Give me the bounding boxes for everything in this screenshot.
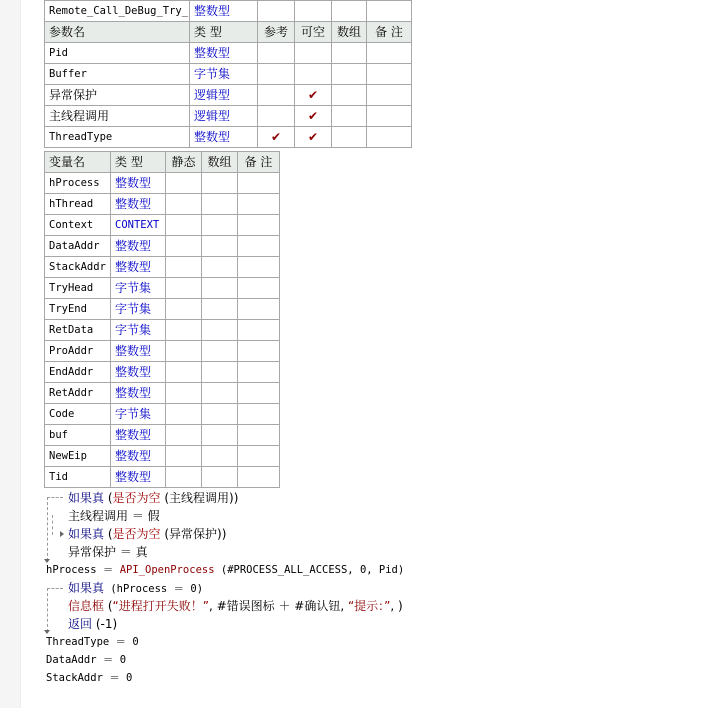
var-array[interactable]	[202, 257, 238, 278]
block-guide	[47, 497, 48, 561]
param-ref[interactable]	[258, 43, 295, 64]
header-nullable: 可空	[295, 22, 332, 43]
function-name: 是否为空	[112, 527, 161, 541]
sub-cell[interactable]	[295, 1, 332, 22]
param-array[interactable]	[332, 85, 367, 106]
var-static[interactable]	[166, 425, 202, 446]
var-static[interactable]	[166, 278, 202, 299]
header-var-name: 变量名	[45, 152, 111, 173]
param-note[interactable]	[367, 127, 412, 148]
var-array[interactable]	[202, 362, 238, 383]
param-ref[interactable]	[258, 85, 295, 106]
var-type[interactable]: 字节集	[111, 404, 166, 425]
var-name[interactable]: TryHead	[45, 278, 111, 299]
var-note[interactable]	[238, 257, 280, 278]
param-row	[45, 106, 412, 127]
param-row	[45, 85, 412, 106]
string-literal: “提示：”	[347, 599, 391, 613]
code-text: (hProcess ＝ 0)	[104, 583, 204, 595]
var-array[interactable]	[202, 299, 238, 320]
var-name[interactable]: hProcess	[45, 173, 111, 194]
param-row	[45, 64, 412, 85]
var-row	[45, 194, 280, 215]
var-note[interactable]	[238, 383, 280, 404]
var-row	[45, 362, 280, 383]
param-name[interactable]: 主线程调用	[45, 106, 190, 127]
var-type[interactable]: 整数型	[111, 446, 166, 467]
var-array[interactable]	[202, 236, 238, 257]
param-nullable[interactable]	[295, 43, 332, 64]
var-array[interactable]	[202, 425, 238, 446]
var-note[interactable]	[238, 194, 280, 215]
var-name[interactable]: StackAddr	[45, 257, 111, 278]
subroutine-row	[45, 1, 412, 22]
var-note[interactable]	[238, 173, 280, 194]
code-line[interactable]	[68, 525, 226, 543]
var-static[interactable]	[166, 173, 202, 194]
code-text: (	[104, 491, 113, 505]
code-line[interactable]	[68, 489, 238, 507]
param-name[interactable]: ThreadType	[45, 127, 190, 148]
function-name: 是否为空	[112, 491, 161, 505]
param-nullable-check-icon[interactable]: ✔	[295, 85, 332, 106]
var-name[interactable]: RetData	[45, 320, 111, 341]
code-line[interactable]	[68, 615, 117, 633]
code-text: ThreadType ＝ 0	[46, 636, 139, 648]
header-var-array: 数组	[202, 152, 238, 173]
block-guide	[47, 497, 63, 498]
var-row	[45, 446, 280, 467]
param-header-row	[45, 22, 412, 43]
var-note[interactable]	[238, 467, 280, 488]
param-array[interactable]	[332, 43, 367, 64]
var-row	[45, 257, 280, 278]
code-text: (-1)	[92, 617, 118, 631]
var-type[interactable]: 字节集	[111, 278, 166, 299]
var-row	[45, 215, 280, 236]
code-text: 异常保护 ＝ 真	[68, 545, 148, 559]
var-static[interactable]	[166, 236, 202, 257]
var-static[interactable]	[166, 467, 202, 488]
var-static[interactable]	[166, 320, 202, 341]
var-static[interactable]	[166, 257, 202, 278]
var-row	[45, 341, 280, 362]
code-text: (异常保护))	[160, 527, 227, 541]
function-name: API_OpenProcess	[119, 564, 215, 576]
function-name: 信息框	[68, 599, 105, 613]
sub-cell[interactable]	[332, 1, 367, 22]
var-row	[45, 425, 280, 446]
var-array[interactable]	[202, 215, 238, 236]
param-nullable-check-icon[interactable]: ✔	[295, 106, 332, 127]
param-array[interactable]	[332, 64, 367, 85]
var-note[interactable]	[238, 215, 280, 236]
var-static[interactable]	[166, 404, 202, 425]
header-var-type: 类 型	[111, 152, 166, 173]
var-name[interactable]: hThread	[45, 194, 111, 215]
var-type[interactable]: 整数型	[111, 236, 166, 257]
code-text: , )	[390, 599, 403, 613]
var-static[interactable]	[166, 446, 202, 467]
arrow-icon	[60, 531, 64, 537]
var-note[interactable]	[238, 341, 280, 362]
param-name[interactable]: Buffer	[45, 64, 190, 85]
subroutine-name[interactable]: Remote_Call_DeBug_Try_	[45, 1, 190, 22]
code-line[interactable]	[68, 543, 148, 561]
param-type[interactable]: 整数型	[190, 43, 258, 64]
code-text: 主线程调用 ＝ 假	[68, 509, 160, 523]
var-row	[45, 299, 280, 320]
var-array[interactable]	[202, 446, 238, 467]
var-note[interactable]	[238, 236, 280, 257]
var-array[interactable]	[202, 341, 238, 362]
param-note[interactable]	[367, 43, 412, 64]
code-text: (#PROCESS_ALL_ACCESS, 0, Pid)	[214, 564, 405, 576]
param-array[interactable]	[332, 127, 367, 148]
var-array[interactable]	[202, 278, 238, 299]
var-name[interactable]: Context	[45, 215, 111, 236]
code-text: (	[104, 599, 113, 613]
var-type[interactable]: 整数型	[111, 341, 166, 362]
code-line[interactable]	[68, 507, 160, 525]
var-type[interactable]: CONTEXT	[111, 215, 166, 236]
var-row	[45, 467, 280, 488]
variable-table	[44, 151, 280, 488]
var-array[interactable]	[202, 320, 238, 341]
param-ref-check-icon[interactable]: ✔	[258, 127, 295, 148]
code-text: StackAddr ＝ 0	[46, 672, 133, 684]
var-name[interactable]: ProAddr	[45, 341, 111, 362]
var-row	[45, 173, 280, 194]
param-type[interactable]: 逻辑型	[190, 85, 258, 106]
header-static: 静态	[166, 152, 202, 173]
code-text: , #错误图标 ＋ #确认钮,	[208, 599, 348, 613]
var-name[interactable]: RetAddr	[45, 383, 111, 404]
var-array[interactable]	[202, 404, 238, 425]
var-type[interactable]: 整数型	[111, 257, 166, 278]
var-type[interactable]: 整数型	[111, 383, 166, 404]
var-array[interactable]	[202, 467, 238, 488]
string-literal: “进程打开失败！”	[112, 599, 209, 613]
param-nullable-check-icon[interactable]: ✔	[295, 127, 332, 148]
code-line[interactable]	[46, 669, 132, 687]
param-note[interactable]	[367, 106, 412, 127]
param-note[interactable]	[367, 64, 412, 85]
param-type[interactable]: 逻辑型	[190, 106, 258, 127]
var-row	[45, 278, 280, 299]
var-row	[45, 320, 280, 341]
var-note[interactable]	[238, 404, 280, 425]
code-line[interactable]	[68, 579, 203, 597]
param-type[interactable]: 整数型	[190, 127, 258, 148]
code-text: hProcess ＝	[46, 564, 120, 576]
keyword: 如果真	[68, 527, 105, 541]
param-nullable[interactable]	[295, 64, 332, 85]
var-name[interactable]: buf	[45, 425, 111, 446]
var-header-row	[45, 152, 280, 173]
header-array: 数组	[332, 22, 367, 43]
code-line[interactable]	[46, 561, 404, 579]
var-note[interactable]	[238, 362, 280, 383]
var-note[interactable]	[238, 425, 280, 446]
sub-cell[interactable]	[367, 1, 412, 22]
param-ref[interactable]	[258, 64, 295, 85]
header-ref: 参考	[258, 22, 295, 43]
var-note[interactable]	[238, 299, 280, 320]
var-note[interactable]	[238, 446, 280, 467]
var-array[interactable]	[202, 383, 238, 404]
var-name[interactable]: DataAddr	[45, 236, 111, 257]
subroutine-table	[44, 0, 412, 148]
param-row	[45, 127, 412, 148]
var-type[interactable]: 整数型	[111, 173, 166, 194]
return-type[interactable]: 整数型	[190, 1, 258, 22]
code-line[interactable]	[68, 597, 403, 615]
var-type[interactable]: 字节集	[111, 320, 166, 341]
var-note[interactable]	[238, 278, 280, 299]
var-row	[45, 404, 280, 425]
keyword: 如果真	[68, 491, 105, 505]
var-type[interactable]: 字节集	[111, 299, 166, 320]
code-text: (	[104, 527, 113, 541]
var-static[interactable]	[166, 341, 202, 362]
keyword: 如果真	[68, 581, 105, 595]
var-static[interactable]	[166, 194, 202, 215]
block-guide	[47, 588, 48, 632]
var-static[interactable]	[166, 299, 202, 320]
param-name[interactable]: Pid	[45, 43, 190, 64]
param-type[interactable]: 字节集	[190, 64, 258, 85]
code-line[interactable]	[46, 651, 126, 669]
code-text: DataAddr ＝ 0	[46, 654, 127, 666]
block-guide	[47, 588, 63, 589]
var-type[interactable]: 整数型	[111, 194, 166, 215]
param-array[interactable]	[332, 106, 367, 127]
var-type[interactable]: 整数型	[111, 467, 166, 488]
var-name[interactable]: Code	[45, 404, 111, 425]
var-array[interactable]	[202, 194, 238, 215]
var-note[interactable]	[238, 320, 280, 341]
block-guide	[52, 515, 53, 535]
var-type[interactable]: 整数型	[111, 362, 166, 383]
var-name[interactable]: NewEip	[45, 446, 111, 467]
code-text: (主线程调用))	[160, 491, 239, 505]
header-type: 类 型	[190, 22, 258, 43]
var-array[interactable]	[202, 173, 238, 194]
param-ref[interactable]	[258, 106, 295, 127]
code-line[interactable]	[46, 633, 139, 651]
var-row	[45, 236, 280, 257]
var-static[interactable]	[166, 215, 202, 236]
var-static[interactable]	[166, 383, 202, 404]
param-name[interactable]: 异常保护	[45, 85, 190, 106]
var-row	[45, 383, 280, 404]
editor-gutter	[0, 0, 21, 708]
var-name[interactable]: Tid	[45, 467, 111, 488]
var-name[interactable]: EndAddr	[45, 362, 111, 383]
var-static[interactable]	[166, 362, 202, 383]
keyword: 返回	[68, 617, 93, 631]
param-note[interactable]	[367, 85, 412, 106]
sub-cell[interactable]	[258, 1, 295, 22]
param-row	[45, 43, 412, 64]
var-name[interactable]: TryEnd	[45, 299, 111, 320]
header-note: 备 注	[367, 22, 412, 43]
header-param-name: 参数名	[45, 22, 190, 43]
header-var-note: 备 注	[238, 152, 280, 173]
var-type[interactable]: 整数型	[111, 425, 166, 446]
